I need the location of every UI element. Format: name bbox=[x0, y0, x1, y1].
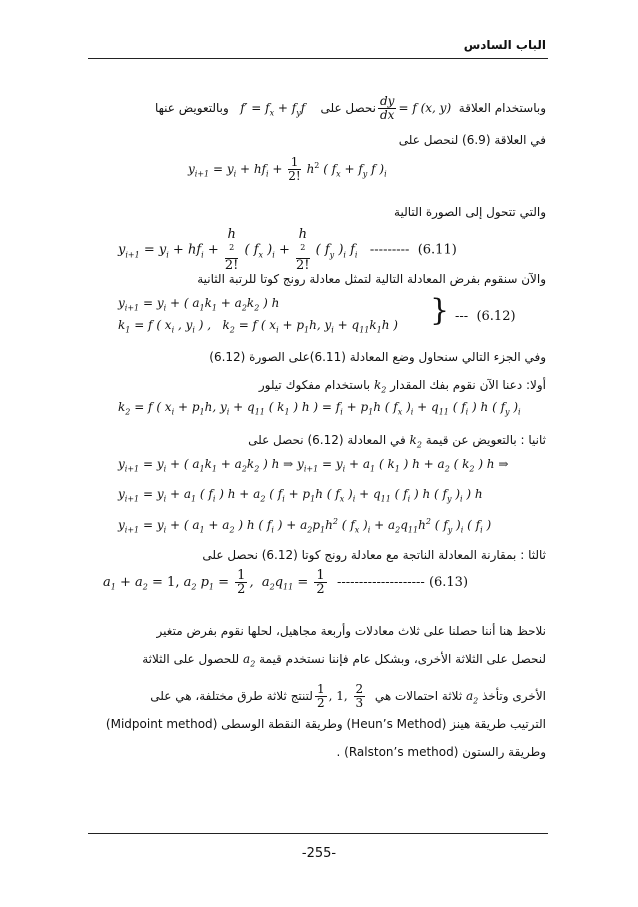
paragraph-line-1 bbox=[155, 95, 546, 122]
equation-6-11: $y_{i+1} = y_i + hf_i$ + h $^2$ 2! ( $f_x$ )$_i$ + h $^2$ 2! ( $f_y$ )$_i$ $f_i$ --------- (6.11) bbox=[118, 227, 457, 274]
equation-sub-1: $y_{i+1} = y_i$ + ( $a_1k_1 + a_2k_2$ ) h ⇒ $y_{i+1} = y_i + a_1$ ( $k_1$ ) $h + a_2$ ( $k_2$ ) h ⇒ bbox=[118, 457, 509, 474]
equation-number-6-12: (6.12) bbox=[476, 309, 516, 324]
paragraph-line-8: ثالثا : بمقارنة المعادلة الناتجة مع معادلة رونج كوتا (6.12) نحصل على bbox=[202, 548, 546, 562]
paragraph-line-6: أولا: دعنا الآن نقوم بفك المقدار $k_2$ باستخدام مفكوك تيلور bbox=[258, 378, 546, 395]
equation-number-6-11: (6.11) bbox=[417, 242, 457, 258]
equation-taylor: $y_{i+1} = y_i + hf_i$ + $\frac{1}{2!}$ $h^2$ ( $f_x + f_y$ f )$_i$ bbox=[188, 155, 387, 183]
equation-sub-2: $y_{i+1} = y_i + a_1$ ( $f_i$ ) $h + a_2$ ( $f_i + p_1h$ ( $f_x$ )$_i + q_{11}$ ( $f_i$ ) h ( $f_y$ )$_i$ ) h bbox=[118, 487, 483, 504]
paragraph-line-3: والتي تتحول إلى الصورة التالية bbox=[394, 205, 546, 219]
dash-leader: --------- bbox=[369, 242, 410, 258]
equation-6-12-line-1: $y_{i+1} = y_i$ + ( $a_1k_1 + a_2k_2$ ) h bbox=[118, 296, 280, 313]
footer-rule bbox=[88, 833, 548, 834]
paragraph-line-12: الترتيب طريقة هينز (Heun’s Method) وطريقة النقطة الوسطى (Midpoint method) bbox=[105, 717, 546, 731]
math-dydx: $\frac{dy}{dx}$ = f (x, y) bbox=[380, 94, 452, 122]
text-we-get: نحصل على bbox=[320, 101, 376, 115]
paragraph-line-10: لنحصل على الثلاثة الأخرى، وبشكل عام فإننا نستخدم قيمة $a_2$ للحصول على الثلاثة bbox=[142, 652, 546, 669]
text-substituting: وبالتعويض عنها bbox=[154, 101, 229, 115]
equation-6-12-label-row: --- (6.12) bbox=[455, 309, 516, 324]
equation-number-6-13: (6.13) bbox=[428, 575, 469, 590]
equation-sub-3: $y_{i+1} = y_i$ + ( $a_1 + a_2$ ) h ( $f_i$ ) + $a_2p_1h^2$ ( $f_x$ )$_i + a_2q_{11}h^2$ ( $f_y$ )$_i$ ( $f_i$ ) bbox=[118, 517, 492, 535]
paragraph-line-9: نلاحظ هنا أننا حصلنا على ثلاث معادلات وأربعة مجاهيل، لحلها نقوم بفرض متغير bbox=[156, 624, 546, 638]
paragraph-line-5: وفي الجزء التالي سنحاول وضع المعادلة (6.11)على الصورة (6.12) bbox=[209, 350, 546, 364]
math-fprime: $f' = f_x + f_yf$ bbox=[240, 101, 306, 118]
equation-k2-taylor: $k_2 = f$ ( $x_i + p_1h$, $y_i + q_{11}$ ( $k_1$ ) h ) = $f_i + p_1h$ ( $f_x$ )$_i + q_{11}$ ( $f_i$ ) h ( $f_y$ )$_i$ bbox=[118, 400, 521, 417]
right-brace: } bbox=[430, 293, 450, 328]
equation-6-12-line-2: $k_1 = f$ ( $x_i$ , $y_i$ ) , $k_2 = f$ ( $x_i + p_1h$, $y_i + q_{11}k_1h$ ) bbox=[118, 318, 398, 335]
paragraph-line-4: والآن سنقوم بفرض المعادلة التالية لتمثل معادلة رونج كوتا للرتبة الثانية bbox=[197, 272, 546, 286]
paragraph-line-11: الأخرى وتأخذ $a_2$ ثلاثة احتمالات هي $\frac{1}{2}$ , 1, $\frac{2}{3}$ لتنتج ثلاثة طرق مختلفة، هي على bbox=[150, 682, 546, 710]
text-using-relation: وباستخدام العلاقة bbox=[458, 101, 546, 115]
equation-6-13: $a_1 + a_2 = 1$, $a_2$ $p_1$ = $\frac{1}{2}$ , $a_2q_{11}$ = $\frac{1}{2}$ -------------------- (6.13) bbox=[103, 568, 469, 597]
page-number: -255- bbox=[301, 846, 337, 861]
dash-leader: -------------------- bbox=[336, 575, 425, 590]
paragraph-line-7: ثانيا : بالتعويض عن قيمة $k_2$ في المعادلة (6.12) نحصل على bbox=[248, 433, 546, 450]
paragraph-line-2: في العلاقة (6.9) لنحصل على bbox=[398, 133, 546, 147]
paragraph-line-13: وطريقة رالستون (Ralston’s method) . bbox=[336, 745, 546, 759]
chapter-header: الباب السادس bbox=[463, 38, 546, 52]
header-rule bbox=[88, 58, 548, 59]
